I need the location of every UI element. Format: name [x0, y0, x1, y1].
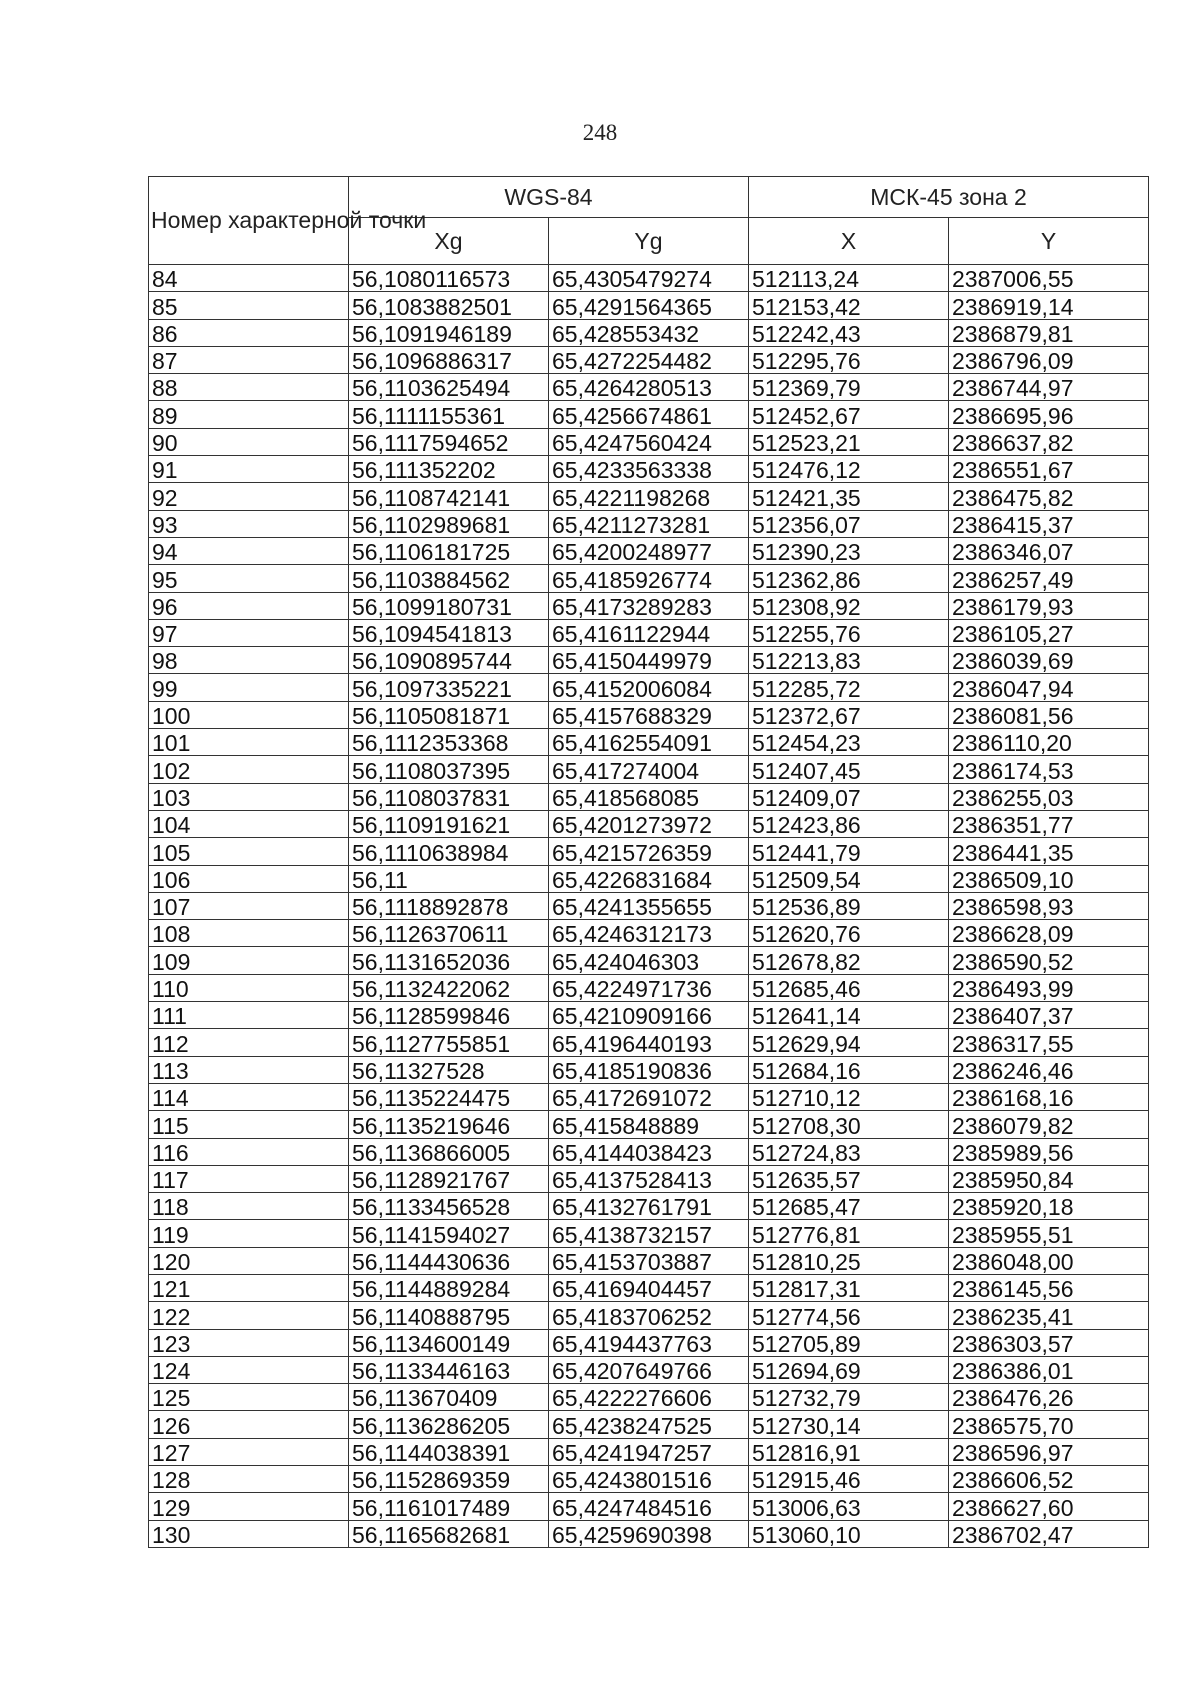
xg-cell: 56,1141594027: [349, 1220, 549, 1247]
header-yg: Yg: [549, 218, 749, 265]
yg-cell: 65,4150449979: [549, 647, 749, 674]
point-number-cell: 84: [149, 265, 349, 292]
xg-cell: 56,1135219646: [349, 1111, 549, 1138]
x-cell: 512710,12: [749, 1083, 949, 1110]
y-cell: 2386590,52: [949, 947, 1149, 974]
y-cell: 2386257,49: [949, 565, 1149, 592]
xg-cell: 56,1136866005: [349, 1138, 549, 1165]
point-number-cell: 108: [149, 920, 349, 947]
table-row: [149, 756, 1149, 783]
yg-cell: 65,4221198268: [549, 483, 749, 510]
point-number-cell: 97: [149, 619, 349, 646]
point-number-cell: 100: [149, 701, 349, 728]
table-row: [149, 1274, 1149, 1301]
y-cell: 2386081,56: [949, 701, 1149, 728]
xg-cell: 56,1108742141: [349, 483, 549, 510]
table-row: [149, 1138, 1149, 1165]
point-number-cell: 119: [149, 1220, 349, 1247]
point-number-cell: 129: [149, 1493, 349, 1520]
yg-cell: 65,4291564365: [549, 292, 749, 319]
table-row: [149, 1302, 1149, 1329]
yg-cell: 65,4185190836: [549, 1056, 749, 1083]
x-cell: 512390,23: [749, 537, 949, 564]
xg-cell: 56,1134600149: [349, 1329, 549, 1356]
x-cell: 512629,94: [749, 1029, 949, 1056]
x-cell: 512423,86: [749, 810, 949, 837]
xg-cell: 56,1091946189: [349, 319, 549, 346]
point-number-cell: 113: [149, 1056, 349, 1083]
table-row: [149, 619, 1149, 646]
point-number-cell: 88: [149, 374, 349, 401]
xg-cell: 56,1099180731: [349, 592, 549, 619]
yg-cell: 65,4247484516: [549, 1493, 749, 1520]
xg-cell: 56,1108037831: [349, 783, 549, 810]
x-cell: 512635,57: [749, 1165, 949, 1192]
xg-cell: 56,1161017489: [349, 1493, 549, 1520]
x-cell: 512369,79: [749, 374, 949, 401]
yg-cell: 65,4272254482: [549, 346, 749, 373]
yg-cell: 65,4226831684: [549, 865, 749, 892]
xg-cell: 56,1165682681: [349, 1520, 549, 1547]
y-cell: 2386598,93: [949, 892, 1149, 919]
xg-cell: 56,1110638984: [349, 838, 549, 865]
x-cell: 512915,46: [749, 1466, 949, 1493]
yg-cell: 65,4185926774: [549, 565, 749, 592]
x-cell: 512730,14: [749, 1411, 949, 1438]
yg-cell: 65,4210909166: [549, 1002, 749, 1029]
yg-cell: 65,4222276606: [549, 1384, 749, 1411]
table-row: [149, 1247, 1149, 1274]
xg-cell: 56,1094541813: [349, 619, 549, 646]
y-cell: 2386575,70: [949, 1411, 1149, 1438]
yg-cell: 65,4211273281: [549, 510, 749, 537]
y-cell: 2386235,41: [949, 1302, 1149, 1329]
xg-cell: 56,1136286205: [349, 1411, 549, 1438]
x-cell: 512810,25: [749, 1247, 949, 1274]
y-cell: 2386919,14: [949, 292, 1149, 319]
x-cell: 512407,45: [749, 756, 949, 783]
point-number-cell: 128: [149, 1466, 349, 1493]
table-row: [149, 537, 1149, 564]
y-cell: 2386110,20: [949, 729, 1149, 756]
y-cell: 2386317,55: [949, 1029, 1149, 1056]
table-row: [149, 1029, 1149, 1056]
x-cell: 512523,21: [749, 428, 949, 455]
y-cell: 2386351,77: [949, 810, 1149, 837]
header-x: X: [749, 218, 949, 265]
y-cell: 2386606,52: [949, 1466, 1149, 1493]
table-row: [149, 1002, 1149, 1029]
yg-cell: 65,4157688329: [549, 701, 749, 728]
x-cell: 512705,89: [749, 1329, 949, 1356]
table-row: [149, 565, 1149, 592]
table-row: [149, 1356, 1149, 1383]
point-number-cell: 94: [149, 537, 349, 564]
point-number-cell: 127: [149, 1438, 349, 1465]
x-cell: 512295,76: [749, 346, 949, 373]
yg-cell: 65,418568085: [549, 783, 749, 810]
y-cell: 2386509,10: [949, 865, 1149, 892]
x-cell: 512732,79: [749, 1384, 949, 1411]
header-xg: Xg: [349, 218, 549, 265]
table-row: [149, 974, 1149, 1001]
x-cell: 512817,31: [749, 1274, 949, 1301]
point-number-cell: 102: [149, 756, 349, 783]
point-number-cell: 116: [149, 1138, 349, 1165]
x-cell: 512708,30: [749, 1111, 949, 1138]
y-cell: 2386303,57: [949, 1329, 1149, 1356]
point-number-cell: 126: [149, 1411, 349, 1438]
xg-cell: 56,1133456528: [349, 1193, 549, 1220]
point-number-cell: 117: [149, 1165, 349, 1192]
point-number-cell: 107: [149, 892, 349, 919]
table-row: [149, 892, 1149, 919]
x-cell: 512362,86: [749, 565, 949, 592]
table-row: [149, 674, 1149, 701]
yg-cell: 65,4201273972: [549, 810, 749, 837]
table-row: [149, 783, 1149, 810]
xg-cell: 56,1096886317: [349, 346, 549, 373]
xg-cell: 56,1083882501: [349, 292, 549, 319]
x-cell: 512816,91: [749, 1438, 949, 1465]
x-cell: 512372,67: [749, 701, 949, 728]
x-cell: 512509,54: [749, 865, 949, 892]
yg-cell: 65,4161122944: [549, 619, 749, 646]
table-row: [149, 701, 1149, 728]
y-cell: 2385920,18: [949, 1193, 1149, 1220]
table-row: [149, 1384, 1149, 1411]
table-row: [149, 920, 1149, 947]
y-cell: 2386702,47: [949, 1520, 1149, 1547]
yg-cell: 65,4169404457: [549, 1274, 749, 1301]
xg-cell: 56,1133446163: [349, 1356, 549, 1383]
point-number-cell: 86: [149, 319, 349, 346]
yg-cell: 65,4233563338: [549, 456, 749, 483]
yg-cell: 65,4144038423: [549, 1138, 749, 1165]
y-cell: 2386627,60: [949, 1493, 1149, 1520]
point-number-cell: 118: [149, 1193, 349, 1220]
y-cell: 2386048,00: [949, 1247, 1149, 1274]
xg-cell: 56,1080116573: [349, 265, 549, 292]
x-cell: 512242,43: [749, 319, 949, 346]
y-cell: 2386386,01: [949, 1356, 1149, 1383]
point-number-cell: 112: [149, 1029, 349, 1056]
table-row: [149, 456, 1149, 483]
yg-cell: 65,4200248977: [549, 537, 749, 564]
table-row: [149, 1438, 1149, 1465]
table-row: [149, 647, 1149, 674]
table-row: [149, 319, 1149, 346]
xg-cell: 56,1152869359: [349, 1466, 549, 1493]
y-cell: 2386695,96: [949, 401, 1149, 428]
yg-cell: 65,4256674861: [549, 401, 749, 428]
point-number-cell: 110: [149, 974, 349, 1001]
xg-cell: 56,1144889284: [349, 1274, 549, 1301]
table-row: [149, 428, 1149, 455]
table-row: [149, 265, 1149, 292]
yg-cell: 65,4152006084: [549, 674, 749, 701]
xg-cell: 56,1128921767: [349, 1165, 549, 1192]
xg-cell: 56,1103884562: [349, 565, 549, 592]
xg-cell: 56,1128599846: [349, 1002, 549, 1029]
table-row: [149, 810, 1149, 837]
xg-cell: 56,1131652036: [349, 947, 549, 974]
yg-cell: 65,4153703887: [549, 1247, 749, 1274]
y-cell: 2386407,37: [949, 1002, 1149, 1029]
y-cell: 2386476,26: [949, 1384, 1149, 1411]
y-cell: 2386105,27: [949, 619, 1149, 646]
xg-cell: 56,1144430636: [349, 1247, 549, 1274]
table-row: [149, 1083, 1149, 1110]
y-cell: 2386079,82: [949, 1111, 1149, 1138]
point-number-cell: 85: [149, 292, 349, 319]
table-header: [149, 177, 1149, 265]
point-number-cell: 91: [149, 456, 349, 483]
xg-cell: 56,1140888795: [349, 1302, 549, 1329]
x-cell: 512308,92: [749, 592, 949, 619]
table-row: [149, 1493, 1149, 1520]
x-cell: 512356,07: [749, 510, 949, 537]
table-row: [149, 401, 1149, 428]
point-number-cell: 115: [149, 1111, 349, 1138]
x-cell: 512421,35: [749, 483, 949, 510]
x-cell: 512476,12: [749, 456, 949, 483]
x-cell: 512213,83: [749, 647, 949, 674]
x-cell: 513060,10: [749, 1520, 949, 1547]
y-cell: 2386441,35: [949, 838, 1149, 865]
table-row: [149, 483, 1149, 510]
x-cell: 512678,82: [749, 947, 949, 974]
x-cell: 512113,24: [749, 265, 949, 292]
yg-cell: 65,4241355655: [549, 892, 749, 919]
xg-cell: 56,1118892878: [349, 892, 549, 919]
point-number-cell: 90: [149, 428, 349, 455]
yg-cell: 65,4162554091: [549, 729, 749, 756]
point-number-cell: 114: [149, 1083, 349, 1110]
y-cell: 2386744,97: [949, 374, 1149, 401]
xg-cell: 56,1144038391: [349, 1438, 549, 1465]
yg-cell: 65,4243801516: [549, 1466, 749, 1493]
xg-cell: 56,111352202: [349, 456, 549, 483]
y-cell: 2386047,94: [949, 674, 1149, 701]
xg-cell: 56,113670409: [349, 1384, 549, 1411]
xg-cell: 56,1111155361: [349, 401, 549, 428]
table-row: [149, 292, 1149, 319]
point-number-cell: 120: [149, 1247, 349, 1274]
yg-cell: 65,4247560424: [549, 428, 749, 455]
yg-cell: 65,4238247525: [549, 1411, 749, 1438]
yg-cell: 65,415848889: [549, 1111, 749, 1138]
xg-cell: 56,1132422062: [349, 974, 549, 1001]
y-cell: 2386475,82: [949, 483, 1149, 510]
point-number-cell: 101: [149, 729, 349, 756]
y-cell: 2386174,53: [949, 756, 1149, 783]
x-cell: 512536,89: [749, 892, 949, 919]
y-cell: 2386246,46: [949, 1056, 1149, 1083]
y-cell: 2386596,97: [949, 1438, 1149, 1465]
y-cell: 2386168,16: [949, 1083, 1149, 1110]
xg-cell: 56,1108037395: [349, 756, 549, 783]
x-cell: 512409,07: [749, 783, 949, 810]
x-cell: 512441,79: [749, 838, 949, 865]
table-row: [149, 1520, 1149, 1547]
x-cell: 512454,23: [749, 729, 949, 756]
yg-cell: 65,4207649766: [549, 1356, 749, 1383]
x-cell: 512452,67: [749, 401, 949, 428]
xg-cell: 56,1097335221: [349, 674, 549, 701]
yg-cell: 65,4241947257: [549, 1438, 749, 1465]
yg-cell: 65,4196440193: [549, 1029, 749, 1056]
point-number-cell: 124: [149, 1356, 349, 1383]
y-cell: 2386039,69: [949, 647, 1149, 674]
yg-cell: 65,4138732157: [549, 1220, 749, 1247]
table-row: [149, 1411, 1149, 1438]
y-cell: 2386145,56: [949, 1274, 1149, 1301]
x-cell: 512153,42: [749, 292, 949, 319]
y-cell: 2386346,07: [949, 537, 1149, 564]
point-number-cell: 111: [149, 1002, 349, 1029]
point-number-cell: 87: [149, 346, 349, 373]
yg-cell: 65,4173289283: [549, 592, 749, 619]
x-cell: 513006,63: [749, 1493, 949, 1520]
point-number-cell: 121: [149, 1274, 349, 1301]
point-number-cell: 96: [149, 592, 349, 619]
table-row: [149, 729, 1149, 756]
yg-cell: 65,4259690398: [549, 1520, 749, 1547]
xg-cell: 56,1106181725: [349, 537, 549, 564]
header-point-number: Номер характерной точки: [149, 177, 349, 265]
y-cell: 2386879,81: [949, 319, 1149, 346]
y-cell: 2386255,03: [949, 783, 1149, 810]
yg-cell: 65,4194437763: [549, 1329, 749, 1356]
xg-cell: 56,1105081871: [349, 701, 549, 728]
yg-cell: 65,4132761791: [549, 1193, 749, 1220]
y-cell: 2385989,56: [949, 1138, 1149, 1165]
yg-cell: 65,4264280513: [549, 374, 749, 401]
header-msk45: МСК-45 зона 2: [749, 177, 1149, 218]
page-number: 248: [582, 120, 618, 145]
point-number-cell: 103: [149, 783, 349, 810]
point-number-cell: 92: [149, 483, 349, 510]
xg-cell: 56,1135224475: [349, 1083, 549, 1110]
table-row: [149, 1193, 1149, 1220]
y-cell: 2386551,67: [949, 456, 1149, 483]
y-cell: 2386415,37: [949, 510, 1149, 537]
header-y: Y: [949, 218, 1149, 265]
x-cell: 512641,14: [749, 1002, 949, 1029]
point-number-cell: 130: [149, 1520, 349, 1547]
table-row: [149, 1329, 1149, 1356]
y-cell: 2386796,09: [949, 346, 1149, 373]
table-row: [149, 1165, 1149, 1192]
point-number-cell: 109: [149, 947, 349, 974]
y-cell: 2387006,55: [949, 265, 1149, 292]
table-row: [149, 947, 1149, 974]
xg-cell: 56,1103625494: [349, 374, 549, 401]
x-cell: 512685,46: [749, 974, 949, 1001]
x-cell: 512724,83: [749, 1138, 949, 1165]
table-row: [149, 838, 1149, 865]
x-cell: 512285,72: [749, 674, 949, 701]
point-number-cell: 99: [149, 674, 349, 701]
table-row: [149, 1220, 1149, 1247]
table-row: [149, 510, 1149, 537]
point-number-cell: 98: [149, 647, 349, 674]
y-cell: 2385955,51: [949, 1220, 1149, 1247]
xg-cell: 56,1127755851: [349, 1029, 549, 1056]
x-cell: 512255,76: [749, 619, 949, 646]
coordinates-table: [148, 176, 1149, 1548]
x-cell: 512774,56: [749, 1302, 949, 1329]
xg-cell: 56,1090895744: [349, 647, 549, 674]
header-wgs84: WGS-84: [349, 177, 749, 218]
yg-cell: 65,428553432: [549, 319, 749, 346]
yg-cell: 65,4224971736: [549, 974, 749, 1001]
yg-cell: 65,4246312173: [549, 920, 749, 947]
y-cell: 2386179,93: [949, 592, 1149, 619]
point-number-cell: 105: [149, 838, 349, 865]
y-cell: 2386628,09: [949, 920, 1149, 947]
x-cell: 512694,69: [749, 1356, 949, 1383]
x-cell: 512620,76: [749, 920, 949, 947]
yg-cell: 65,417274004: [549, 756, 749, 783]
table-body: [149, 265, 1149, 1548]
y-cell: 2385950,84: [949, 1165, 1149, 1192]
y-cell: 2386637,82: [949, 428, 1149, 455]
point-number-cell: 89: [149, 401, 349, 428]
yg-cell: 65,4137528413: [549, 1165, 749, 1192]
yg-cell: 65,4183706252: [549, 1302, 749, 1329]
point-number-cell: 123: [149, 1329, 349, 1356]
yg-cell: 65,4305479274: [549, 265, 749, 292]
x-cell: 512685,47: [749, 1193, 949, 1220]
x-cell: 512684,16: [749, 1056, 949, 1083]
table-row: [149, 1466, 1149, 1493]
table-row: [149, 374, 1149, 401]
table-row: [149, 1056, 1149, 1083]
xg-cell: 56,11: [349, 865, 549, 892]
point-number-cell: 125: [149, 1384, 349, 1411]
x-cell: 512776,81: [749, 1220, 949, 1247]
xg-cell: 56,1117594652: [349, 428, 549, 455]
xg-cell: 56,1112353368: [349, 729, 549, 756]
table-row: [149, 865, 1149, 892]
xg-cell: 56,1102989681: [349, 510, 549, 537]
table-row: [149, 592, 1149, 619]
point-number-cell: 93: [149, 510, 349, 537]
xg-cell: 56,1126370611: [349, 920, 549, 947]
point-number-cell: 122: [149, 1302, 349, 1329]
y-cell: 2386493,99: [949, 974, 1149, 1001]
table-row: [149, 1111, 1149, 1138]
table-row: [149, 346, 1149, 373]
yg-cell: 65,4215726359: [549, 838, 749, 865]
yg-cell: 65,424046303: [549, 947, 749, 974]
point-number-cell: 95: [149, 565, 349, 592]
xg-cell: 56,1109191621: [349, 810, 549, 837]
yg-cell: 65,4172691072: [549, 1083, 749, 1110]
point-number-cell: 106: [149, 865, 349, 892]
xg-cell: 56,11327528: [349, 1056, 549, 1083]
point-number-cell: 104: [149, 810, 349, 837]
